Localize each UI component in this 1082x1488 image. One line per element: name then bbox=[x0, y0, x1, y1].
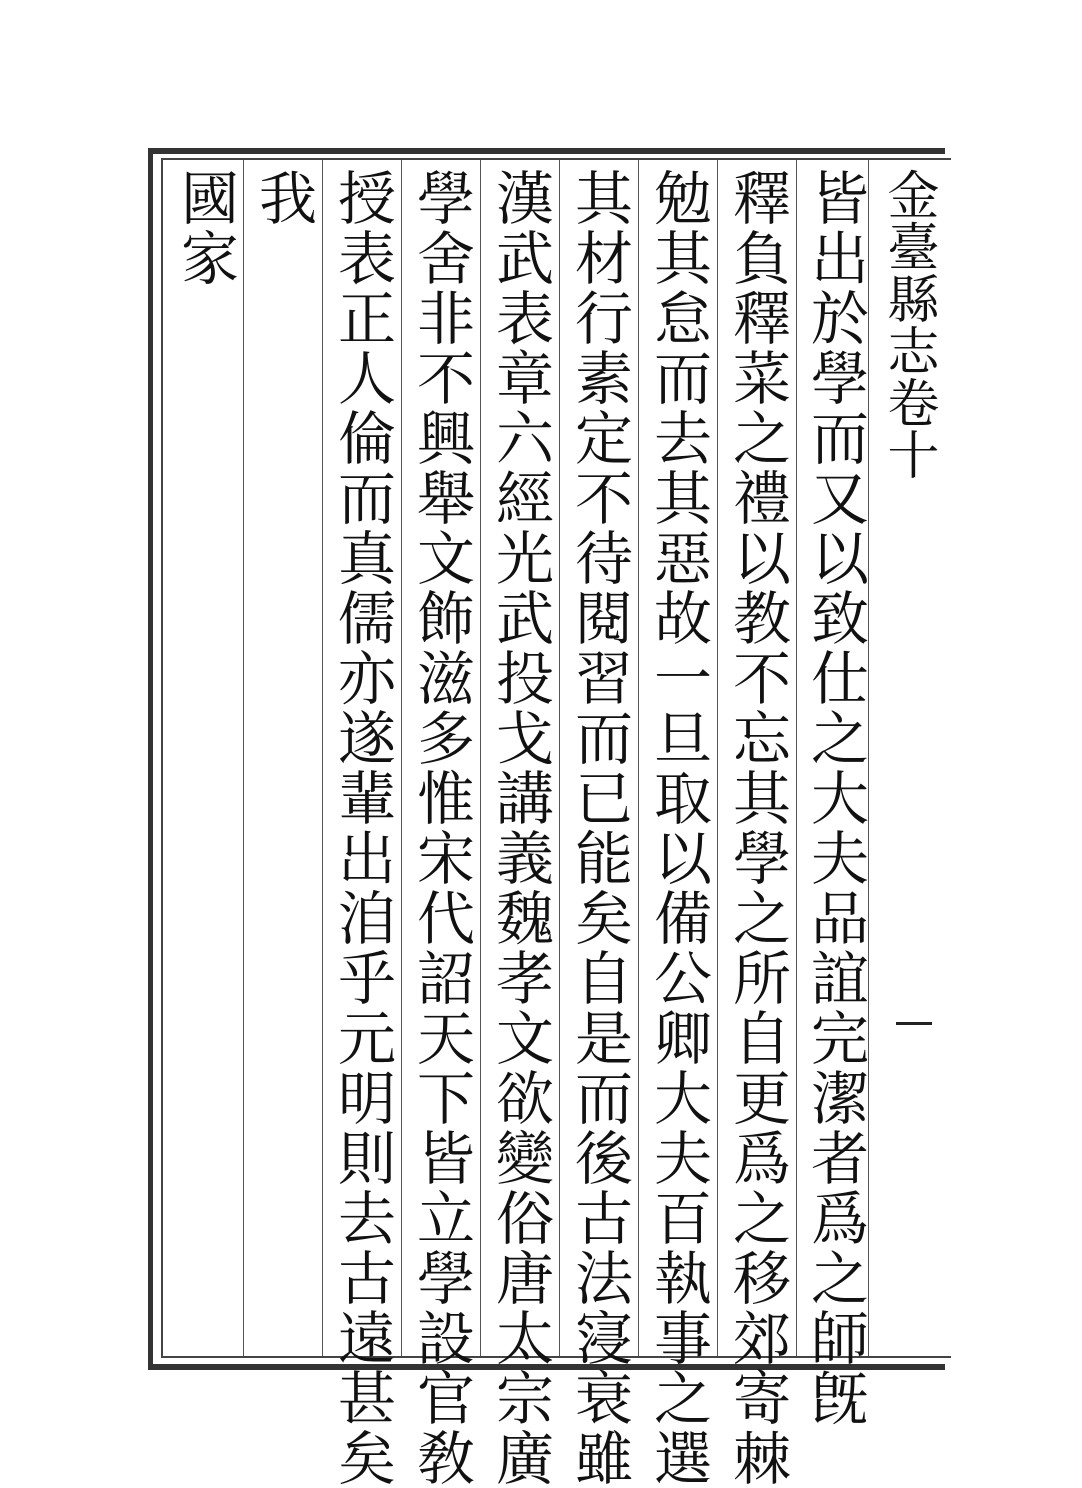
text-column-1: 皆出於學而又以致仕之大夫品誼完潔者爲之師旣 bbox=[801, 168, 869, 1428]
text-column-3: 勉其怠而去其惡故一旦取以備公卿大夫百執事之選 bbox=[644, 168, 712, 1488]
column-rule bbox=[243, 160, 244, 1356]
column-rule bbox=[480, 160, 481, 1356]
text-column-5: 漢武表章六經光武投戈講義魏孝文欲變俗唐太宗廣 bbox=[486, 168, 554, 1488]
margin-volume: 卷十 bbox=[878, 376, 938, 480]
fold-mark bbox=[896, 1022, 932, 1025]
column-rule bbox=[322, 160, 323, 1356]
column-rule bbox=[638, 160, 639, 1356]
column-rule bbox=[717, 160, 718, 1356]
text-column-2: 釋負釋菜之禮以教不忘其學之所自更爲之移郊寄棘 bbox=[723, 168, 791, 1488]
column-rule bbox=[559, 160, 560, 1356]
text-column-8: 我 bbox=[249, 168, 317, 228]
margin-header bbox=[878, 168, 938, 480]
text-column-7: 授表正人倫而真儒亦遂輩出洎乎元明則去古遠甚矣 bbox=[328, 168, 396, 1488]
column-rule bbox=[401, 160, 402, 1356]
column-rule bbox=[796, 160, 797, 1356]
text-column-6: 學舍非不興舉文飾滋多惟宋代詔天下皆立學設官敎 bbox=[407, 168, 475, 1488]
margin-book-title: 金臺縣志 bbox=[878, 168, 938, 376]
text-column-9: 國家 bbox=[171, 168, 239, 288]
text-column-4: 其材行素定不待閱習而已能矣自是而後古法寖衰雖 bbox=[565, 168, 633, 1488]
